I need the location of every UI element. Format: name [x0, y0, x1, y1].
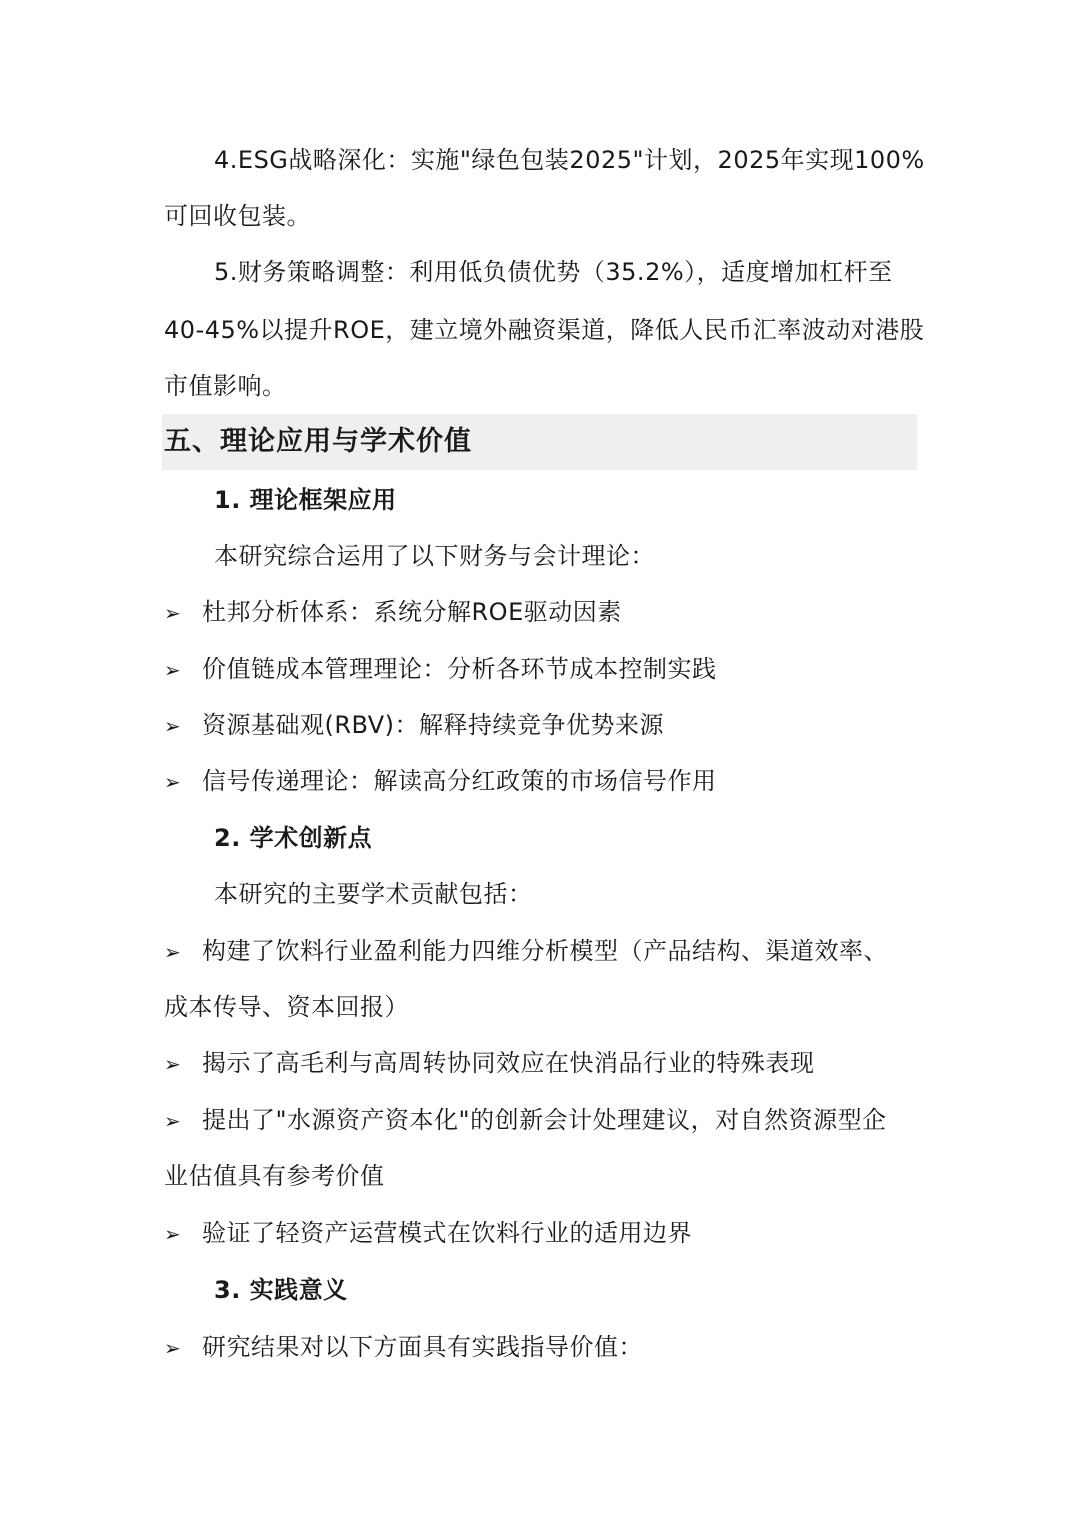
list-item-text: 提出了"水源资产资本化"的创新会计处理建议，对自然资源型企 — [202, 1106, 887, 1134]
subsection-1-intro: 本研究综合运用了以下财务与会计理论： — [214, 542, 655, 570]
list-item — [164, 697, 924, 753]
paragraph-4-line-2: 可回收包装。 — [164, 202, 311, 230]
subsection-2-intro: 本研究的主要学术贡献包括： — [214, 880, 533, 908]
list-item-text: 杜邦分析体系：系统分解ROE驱动因素 — [202, 598, 622, 626]
list-item-continuation: 业估值具有参考价值 — [164, 1162, 385, 1190]
bullet-arrow-icon: ➢ — [164, 1109, 182, 1133]
list-item — [164, 1319, 924, 1375]
list-item-text: 验证了轻资产运营模式在饮料行业的适用边界 — [202, 1219, 692, 1247]
list-item — [164, 753, 924, 809]
paragraph-5-line-1: 5.财务策略调整：利用低负债优势（35.2%），适度增加杠杆至 — [214, 258, 893, 286]
list-item-text: 研究结果对以下方面具有实践指导价值： — [202, 1333, 643, 1361]
bullet-arrow-icon: ➢ — [164, 1222, 182, 1246]
list-item-text: 构建了饮料行业盈利能力四维分析模型（产品结构、渠道效率、 — [202, 937, 888, 965]
paragraph-5-line-3: 市值影响。 — [164, 372, 287, 400]
list-item-text: 信号传递理论：解读高分红政策的市场信号作用 — [202, 767, 717, 795]
subsection-2-heading: 2. 学术创新点 — [214, 824, 373, 852]
list-item — [164, 1205, 924, 1261]
bullet-arrow-icon: ➢ — [164, 658, 182, 682]
bullet-arrow-icon: ➢ — [164, 601, 182, 625]
subsection-1-heading: 1. 理论框架应用 — [214, 486, 397, 514]
bullet-arrow-icon: ➢ — [164, 714, 182, 738]
bullet-arrow-icon: ➢ — [164, 1052, 182, 1076]
list-item-text: 揭示了高毛利与高周转协同效应在快消品行业的特殊表现 — [202, 1049, 815, 1077]
bullet-arrow-icon: ➢ — [164, 1336, 182, 1360]
list-item-continuation: 成本传导、资本回报） — [164, 993, 409, 1021]
list-item-text: 资源基础观(RBV)：解释持续竞争优势来源 — [202, 711, 665, 739]
bullet-arrow-icon: ➢ — [164, 940, 182, 964]
list-item — [164, 1092, 924, 1148]
bullet-arrow-icon: ➢ — [164, 770, 182, 794]
list-item — [164, 923, 924, 979]
list-item — [164, 641, 924, 697]
section-heading: 五、理论应用与学术价值 — [164, 426, 472, 457]
list-item-text: 价值链成本管理理论：分析各环节成本控制实践 — [202, 655, 717, 683]
paragraph-5-line-2: 40-45%以提升ROE，建立境外融资渠道，降低人民币汇率波动对港股 — [164, 316, 925, 344]
subsection-3-heading: 3. 实践意义 — [214, 1276, 348, 1304]
list-item — [164, 1035, 924, 1091]
paragraph-4-line-1: 4.ESG战略深化：实施"绿色包装2025"计划，2025年实现100% — [214, 146, 925, 174]
list-item — [164, 584, 924, 640]
